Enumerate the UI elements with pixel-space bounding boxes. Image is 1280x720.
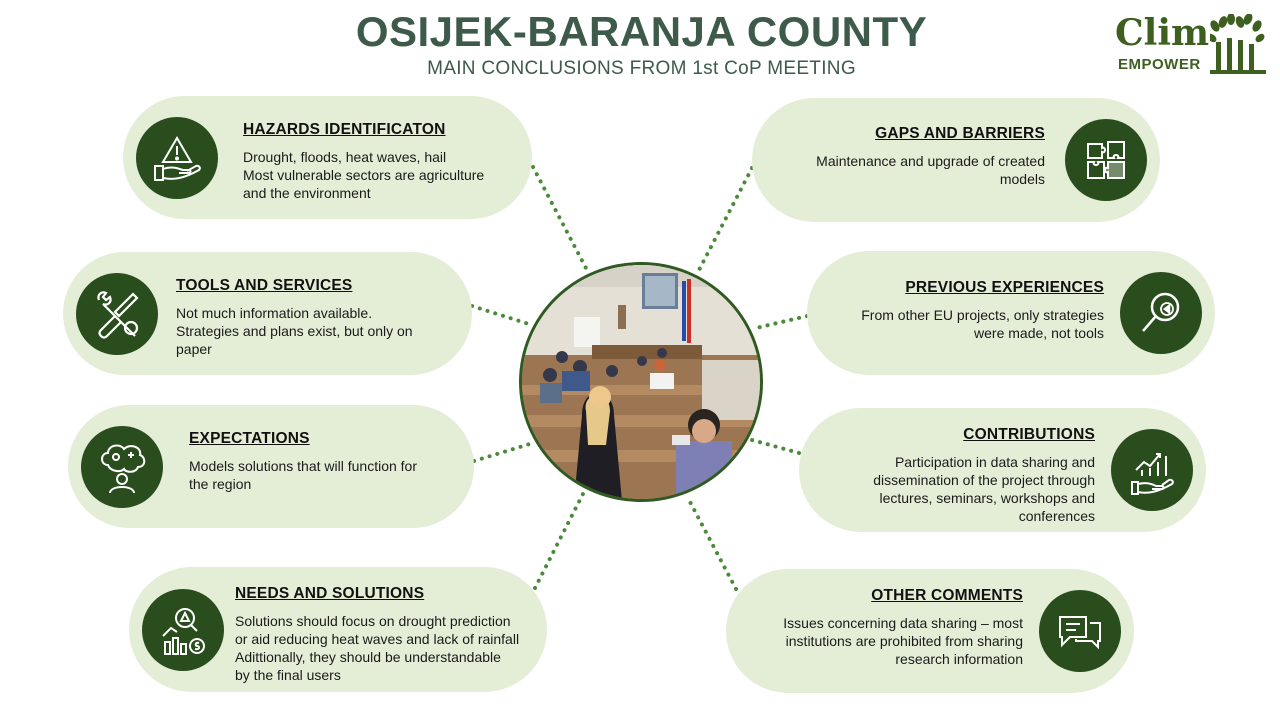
hand-warning-icon xyxy=(136,117,218,199)
pill-needs-and-solutions xyxy=(129,567,547,692)
heading-contributions: CONTRIBUTIONS xyxy=(963,426,1095,443)
thinking-person-icon xyxy=(81,426,163,508)
risk-analysis-icon xyxy=(142,589,224,671)
text-expectations: Models solutions that will function for the region xyxy=(189,458,417,492)
connector-other xyxy=(689,500,736,589)
pill-previous-experiences xyxy=(807,251,1215,375)
puzzle-icon xyxy=(1065,119,1147,201)
heading-needs: NEEDS AND SOLUTIONS xyxy=(235,585,425,602)
pill-tools-and-services xyxy=(63,252,472,375)
text-needs: Solutions should focus on drought prediction or aid reducing heat waves and lack of rainfall Adittionally, they should be understandable by the final users xyxy=(235,613,520,683)
tools-icon xyxy=(76,273,158,355)
heading-tools: TOOLS AND SERVICES xyxy=(176,277,353,294)
pill-other-comments xyxy=(726,569,1134,693)
pill-expectations xyxy=(68,405,474,528)
logo-text-clim: Clim xyxy=(1115,12,1210,54)
text-gaps: Maintenance and upgrade of created models xyxy=(816,153,1045,187)
heading-previous: PREVIOUS EXPERIENCES xyxy=(905,279,1104,296)
connector-needs xyxy=(535,488,586,588)
search-rewind-icon xyxy=(1120,272,1202,354)
connector-gaps xyxy=(698,168,752,272)
pill-hazards-identification xyxy=(123,96,532,219)
growth-hand-icon xyxy=(1111,429,1193,511)
connector-expectations xyxy=(474,443,533,461)
connector-previous xyxy=(752,316,807,329)
connector-tools xyxy=(472,306,532,325)
page-title: OSIJEK-BARANJA COUNTY xyxy=(355,8,928,55)
pill-contributions xyxy=(799,408,1206,532)
text-other: Issues concerning data sharing – most institutions are prohibited from sharing research information xyxy=(783,615,1023,667)
heading-other: OTHER COMMENTS xyxy=(871,587,1023,604)
heading-expectations: EXPECTATIONS xyxy=(189,430,310,447)
pill-gaps-and-barriers xyxy=(752,98,1160,222)
chat-bubbles-icon xyxy=(1039,590,1121,672)
text-tools: Not much information available. Strategies and plans exist, but only on paper xyxy=(176,305,413,357)
heading-hazards: HAZARDS IDENTIFICATON xyxy=(243,121,446,138)
connector-hazards xyxy=(533,167,588,272)
text-previous: From other EU projects, only strategies were made, not tools xyxy=(861,307,1104,341)
heading-gaps: GAPS AND BARRIERS xyxy=(875,125,1045,142)
logo-text-empower: EMPOWER xyxy=(1118,56,1201,73)
connector-contributions xyxy=(752,440,799,453)
text-contributions: Participation in data sharing and dissemination of the project through lectures, seminars, workshops and conferences xyxy=(873,454,1095,524)
text-hazards: Drought, floods, heat waves, hail Most vulnerable sectors are agriculture and the environment xyxy=(243,149,485,201)
page-subtitle: MAIN CONCLUSIONS FROM 1st CoP MEETING xyxy=(427,58,856,79)
meeting-photo xyxy=(519,262,763,502)
